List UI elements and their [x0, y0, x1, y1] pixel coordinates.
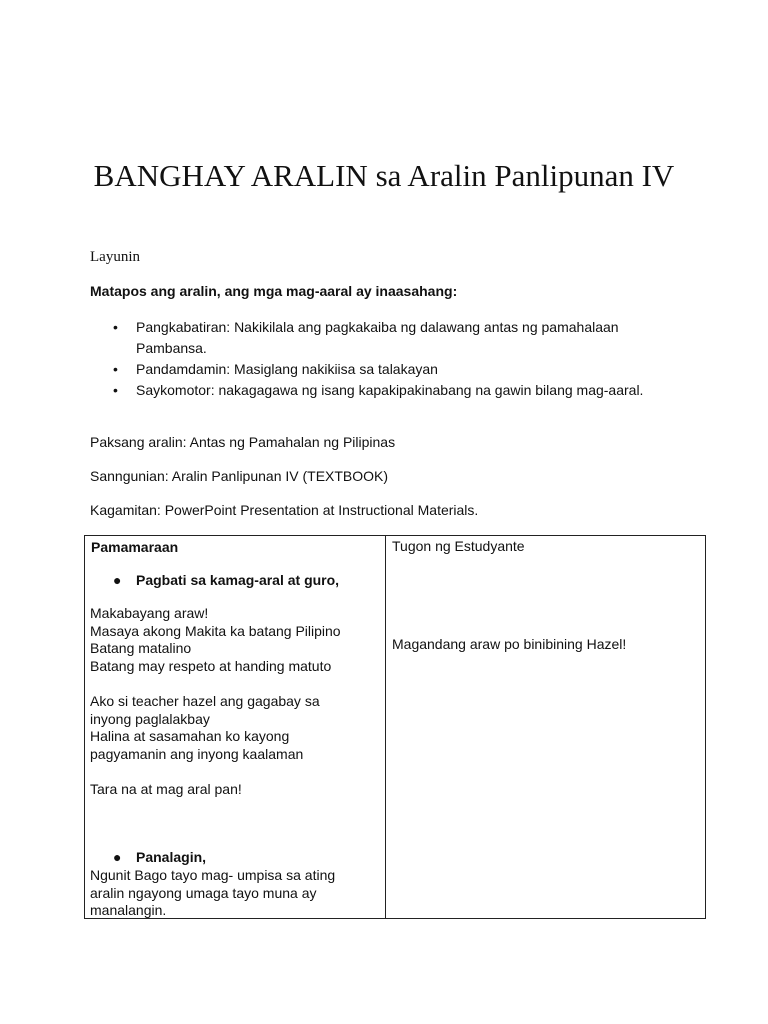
intro-line: pagyamanin ang inyong kaalaman — [90, 745, 304, 762]
objective-item: • Pangkabatiran: Nakikilala ang pagkakaiba ng dalawang antas ng pamahalaan Pambansa. — [90, 317, 660, 359]
prayer-block — [90, 867, 335, 920]
student-response-column — [386, 536, 705, 918]
teacher-intro-block — [90, 693, 320, 763]
intro-bold-text: Matapos ang aralin, ang mga mag-aaral ay inaasahang: — [90, 283, 458, 299]
intro-line: Halina at sasamahan ko kayong — [90, 728, 290, 744]
sanggunian-text: Sanngunian: Aralin Panlipunan IV (TEXTBOOK) — [90, 468, 389, 484]
procedure-header: Pamamaraan — [91, 539, 179, 555]
page-title: BANGHAY ARALIN sa Aralin Panlipunan IV — [93, 158, 675, 193]
prayer-line: aralin ngayong umaga tayo muna ay — [90, 884, 317, 901]
paksa-text: Paksang aralin: Antas ng Pamahalan ng Pilipinas — [90, 434, 396, 450]
intro-line: inyong paglalakbay — [90, 710, 210, 727]
student-response-text: Magandang araw po binibining Hazel! — [392, 636, 627, 652]
objective-item: • Pandamdamin: Masiglang nakikiisa sa talakayan — [90, 359, 660, 380]
bullet-dot-icon: ● — [113, 849, 122, 865]
tara-text: Tara na at mag aral pan! — [90, 781, 242, 797]
greeting-block — [90, 605, 341, 675]
kagamitan-text: Kagamitan: PowerPoint Presentation at Instructional Materials. — [90, 502, 479, 518]
prayer-line: manalangin. — [90, 902, 167, 918]
bullet-pagbati-label: Pagbati sa kamag-aral at guro, — [136, 572, 340, 588]
greeting-line: Batang may respeto at handing matuto — [90, 657, 332, 674]
objectives-list — [90, 317, 660, 401]
layunin-label: Layunin — [90, 249, 140, 265]
objective-item: • Saykomotor: nakagagawa ng isang kapakipakinabang na gawin bilang mag-aaral. — [90, 380, 660, 401]
prayer-line: Ngunit Bago tayo mag- umpisa sa ating — [90, 867, 336, 883]
bullet-panalangin-label: Panalagin, — [136, 849, 207, 865]
greeting-line: Batang matalino — [90, 640, 192, 656]
intro-line: Ako si teacher hazel ang gagabay sa — [90, 693, 320, 709]
greeting-line: Makabayang araw! — [90, 605, 209, 621]
bullet-dot-icon: ● — [113, 572, 122, 588]
student-response-header: Tugon ng Estudyante — [392, 538, 525, 554]
greeting-line: Masaya akong Makita ka batang Pilipino — [90, 622, 341, 639]
